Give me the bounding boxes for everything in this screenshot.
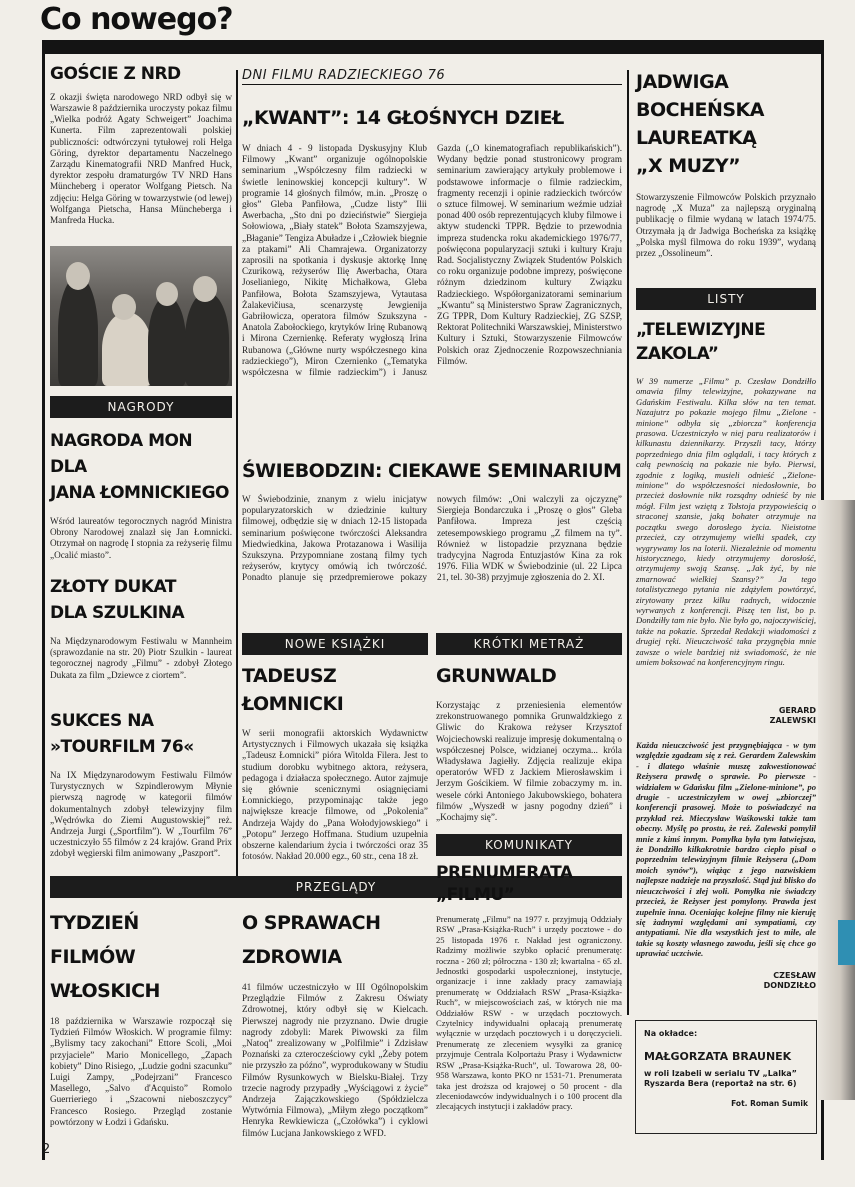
nagroda-mon-headline-2: DLA xyxy=(50,457,87,477)
tydzien-body: 18 października w Warszawie rozpoczął się Tydzień Filmów Włoskich. W programie filmy: „Bylismy tacy zakochani” Ettore Scoli, „Moi przyjaciele” Mario Monicellego, „Zapach kobiety” Dino Risiego, „Ludzie godni szacunku” Luigi Zampy, „Podejrzani” Francesco Masellego, „Salvo d'Acquisto” Romolo Guerrieriego i „Szacowni nieboszczycy” Francesco Rosiego. Przegląd zostanie powtórzony w Łodzi i Gdańsku. xyxy=(50,1016,232,1127)
divider-left xyxy=(236,70,238,878)
nowe-ksiazki-bar: NOWE KSIĄŻKI xyxy=(242,633,428,655)
tydzien-headline-3: WŁOSKICH xyxy=(50,980,160,1002)
listy-bar: LISTY xyxy=(636,288,816,310)
kwant-headline: „KWANT”: 14 GŁOŚNYCH DZIEŁ xyxy=(242,107,564,129)
swiebodzin-section xyxy=(242,462,622,619)
sukces-body: Na IX Międzynarodowym Festiwalu Filmów Turystycznych w Szpindlerowym Młynie pierwszą nagrodę w kategorii filmów dokumentalnych zdobył telewizyjny film „Wędrówka do Ziemi Augustowskiej” reż. Andrzeja Jurgi („Sportfilm”). W „Tourfilm 76” uczestniczyło 55 filmów z 24 krajów. Grand Prix zdobył węgierski film animowany „Paszport”. xyxy=(50,770,232,859)
masthead: Co nowego? xyxy=(40,2,233,37)
zalewski-signature-1: GERARD xyxy=(778,706,816,715)
tydzien-section xyxy=(50,906,232,1128)
lomnicki-headline-1: TADEUSZ xyxy=(242,665,337,687)
dondzillo-reply: Każda nieuczciwość jest przygnębiająca - w tym względzie zgadzam się z reż. Gerardem Zalewskim - i dlatego właśnie muszę zakwestionować Reżysera prawdę o sprawie. Po pierwsze - widziałem w Gdańsku film „Zielone-minione”, po drugie - uczestniczyłem w owej „zbiorczej” konferencji prasowej. Może to poświadczyć na przykład reż. Mieczysław Waśkowski także tam obecny. Myślę po prostu, że reż. Zalewski pomylił mnie z kimś innym. Pomyłka była tym łatwiejsza, że Dondziłło kilkakrotnie bardzo ciepło pisał o poprzednim telewizyjnym filmie Reżysera („Dom moich synów”), wiążąc z jego nazwiskiem najlepsze nadzieje na przyszłość. Stąd już blisko do nieuczciwości i złej woli. Pomyłka nie świadczy przecież, że Reżyser jest pomylony. Prawda jest zupełnie inna. Oceniając kolejne filmy nie kieruję się żadnymi względami ani sympatiami, czy antypatiami. Nie dla wszystkich jest to miłe, ale takie są koszty własnego zawodu, jeśli się chce go uprawiać uczciwie. xyxy=(636,740,816,959)
telewizyjne-body: W 39 numerze „Filmu” p. Czesław Dondziłło omawia filmy telewizyjne, pokazywane na Gdańskim Festiwalu. Kilka słów na ten temat. Nazajutrz po pokazie mojego filmu „Zielone - minione” odbyła się „zbiorcza” konferencja prasowa. Uczestniczyło w niej paru realizatorów i kilkunastu dziennikarzy. Przyszli tacy, którzy poprzedniego dnia film oglądali, i tacy których z całą pewnością na pokazie nie było. Pierwsi, zgodnie z logiką, musieli odnieść „Zielone-minione” do współczesności niedosłownie, bo przecież dosłownie nikt rozsądny odnieść by nie mógł. Film jest wziętą z Tołstoja przypowieścią o straconej szansie, jaką bohater otrzymuje na początku swego dorosłego życia. Nieistotne przecież, czy otrzymujemy wielki spadek, czy wygrywamy los na loterii. Niezależnie od momentu historycznego, kiedy otrzymujemy dorosłość, otrzymujemy swoją Szansę. „Jak żyć, by nie zmarnować wielkiej Szansy?” Ja tego totalistycznego pytania nie zdążyłem powtórzyć, zirytowany przez kilku radnych, widocznie wyrwanych z konferencji. Piszę ten list, bo p. Dondziłły tam nie było. Nie było go, najoczywiściej, także na pokazie. Sprzedał Redakcji wiadomości z drugiej ręki. Nieuczciwość taka przygnębia mnie zawsze o wiele bardziej niż swiadomość, że nie umiem boksować na konferencyjnym ringu. xyxy=(636,376,816,667)
goscie-headline: GOŚCIE Z NRD xyxy=(50,64,181,84)
o-sprawach-body: 41 filmów uczestniczyło w III Ogólnopolskim Przeglądzie Filmów z Zakresu Oświaty Zdrowotnej, który odbył się w Kielcach. Pierwszej nagrody nie przyznano. Dwie drugie nagrody zdobyli: Marek Piwowski za film „Natoq” zrealizowany w „Polfilmie” i Zdzisław Poznański za czterocześciowy cykl „Żeby potem nie przyszło za późno”, wyprodukowany w Studiu Filmów Rysunkowych w Bielsku-Białej. Trzy trzecie nagrody przypadły „Wyściągowi z życie” Andrzeja Zajączkowskiego (Spółdzielcza Wytwórnia Filmowa), „Miłym złego początkom” Henryka Rewkiewicza („Czołówka”) i cyklowi filmów Lucjana Jankowskiego z WFD. xyxy=(242,982,428,1138)
zalewski-signature-2: ZALEWSKI xyxy=(769,716,816,725)
swiebodzin-body: W Świebodzinie, znanym z wielu inicjatyw popularyzatorskich w dziedzinie kultury filmowej, odbędzie się w dniach 12-15 listopada seminarium poświęcone twórczości Aleksandra Miedwiedkina, Jakowa Protazanowa i Wasilija Szukszyna. Przypomniane zostaną filmy tych reżyserów, krytycy omówią ich twórczość. Ponadto planuje się przedpremierowe pokazy nowych filmów: „Oni walczyli za ojczyznę” Siergieja Bondarczuka i „Proszę o głos” Gleba Panfiłowa. Impreza jest częścią zetesempowskiego programu „Z filmem na ty”. Również w listopadzie przyznana będzie tradycyjna Nagroda Entuzjastów Kina za rok 1976. Filia WDK w Świebodzinie (ul. 22 Lipca 21, tel. 30-38) przyjmuje zgłoszenia do 2. XI. xyxy=(242,493,622,583)
prenumerata-headline-2: „FILMU” xyxy=(436,885,515,905)
left-frame-rule xyxy=(42,54,45,1160)
cover-note-role: w roli Izabeli w serialu TV „Lalka” Ryszarda Bera (reportaż na str. 6) xyxy=(644,1069,797,1088)
grunwald-headline: GRUNWALD xyxy=(436,665,557,687)
cover-note-label: Na okładce: xyxy=(644,1029,698,1038)
przeglady-bar: PRZEGLĄDY xyxy=(50,876,622,898)
torn-page-edge xyxy=(818,500,855,1100)
jadwiga-headline-4: „X MUZY” xyxy=(636,155,741,177)
lomnicki-headline-2: ŁOMNICKI xyxy=(242,693,344,715)
jadwiga-section xyxy=(636,68,816,259)
krotki-metraz-section xyxy=(436,662,622,823)
tydzien-headline-1: TYDZIEŃ xyxy=(50,912,139,934)
nagroda-mon-body: Wśród laureatów tegorocznych nagród Ministra Obrony Narodowej znalazł się Jan Łomnicki. Otrzymał on nagrodę I stopnia za reżyserię filmu „Ocalić miasto”. xyxy=(50,516,232,560)
tydzien-headline-2: FILMÓW xyxy=(50,946,136,968)
sukces-headline-2: »TOURFILM 76« xyxy=(50,737,194,757)
nagrody-bar: NAGRODY xyxy=(50,396,232,418)
telewizyjne-headline-1: „TELEWIZYJNE xyxy=(636,320,766,340)
telewizyjne-headline-2: ZAKOLA” xyxy=(636,344,719,364)
left-column xyxy=(50,66,232,226)
jadwiga-headline-1: JADWIGA xyxy=(636,71,729,93)
kwant-body: W dniach 4 - 9 listopada Dyskusyjny Klub Filmowy „Kwant” organizuje ogólnopolskie seminarium „Współczesny film radziecki w świetle leninowskiej koncepcji kultury”. W programie 14 głośnych filmów, m.in. „Proszę o głos” Gleba Panfiłowa, „Cudze listy” Ilii Awerbacha, „Sto dni po dzieciństwie” Siergieja Sołowiowa, „Biały statek” Bołota Szamszyjewa, „Błaganie” Tengiza Abuładze i „Człowiek biegnie za ptakami” Ali Chamrajewa. Organizatorzy zaprosili na spotkania i dyskusje aktorkę Innę Czurikową, reżyserów Ilię Awerbacha, Otara Joselianiego, Nikitę Michałkowa, Gleba Panfiłowa, Bołota Szamszyjewa, Vytautasa Żalakevičiusa, scenarzystę Jewgienija Gabriłowicza, operatora filmów Szukszyna - Anatola Zabołockiego, krytyków Irinę Rubanową i Mirona Czernienkę. Referaty wygłoszą Irina Rubanowa („Główne nurty współczesnego kina radzieckiego”), Miron Czernienko („Tematyka współczesna w filmie radzieckim”) i Janusz Gazda („O kinematografiach republikańskich”). Wydany będzie ponad stustronicowy program seminarium zawierający artykuły problemowe i podstawowe informacje o filmie radzieckim, fragmenty recenzji i opinie radzieckich twórców o sztuce filmowej. W seminarium weźmie udział ponad 400 osób reprezentujących kluby filmowe i aktyw studencki TPPR. Będzie to przewodnia impreza studencka roku akademickiego 1976/77, poświęcona popularyzacji sztuki i kultury Kraju Rad. Socjalistyczny Związek Studentów Polskich co roku organizuje podobne imprezy, poświęcone różnym dziedzinom kultury Związku Radzieckiego. Współorganizatorami seminarium „Kwantu” są Ministerstwo Spraw Zagranicznych, ZG TPPR, Dom Kultury Radzieckiej, ZG SZSP, Rektorat Politechniki Warszawskiej, Ministerstwo Kultury i Sztuki, Stowarzyszenie Filmowców Polskich oraz Zjednoczenie Rozpowszechniania Filmów. xyxy=(242,142,622,377)
grunwald-body: Korzystając z przeniesienia elementów zrekonstruowanego pomnika Grunwaldzkiego z Gliwic do Krakowa reżyser Krzysztof Wojciechowski realizuje impresję dokumentalną o współczesnej Polsce, widzianej oczyma... króla Władysława Jagiełły. Zdjęcia realizuje ekipa operatorów WFD z Jackiem Mierosławskim i Jerzym Gościkiem. W filmie zobaczymy m. in. wesele córki Antoniego Jakubowskiego, bohatera filmów „Wyszedł w jasny pogodny dzień” i „Kochajmy się”. xyxy=(436,700,622,823)
sukces-section xyxy=(50,708,232,860)
cover-note-name: MAŁGORZATA BRAUNEK xyxy=(644,1050,792,1063)
sukces-headline-1: SUKCES NA xyxy=(50,711,154,731)
nagroda-mon-headline-1: NAGRODA MON xyxy=(50,431,193,451)
photo-nrd-guests xyxy=(50,246,232,386)
prenumerata-headline-1: PRENUMERATA xyxy=(436,863,573,883)
nagroda-mon-section xyxy=(50,428,232,561)
krotki-metraz-bar: KRÓTKI METRAŻ xyxy=(436,633,622,655)
swiebodzin-headline: ŚWIEBODZIN: CIEKAWE SEMINARIUM xyxy=(242,460,622,482)
komunikaty-bar: KOMUNIKATY xyxy=(436,834,622,856)
dni-filmu-label: DNI FILMU RADZIECKIEGO 76 xyxy=(242,68,446,83)
nagroda-mon-headline-3: JANA ŁOMNICKIEGO xyxy=(50,483,230,503)
o-sprawach-headline-1: O SPRAWACH xyxy=(242,912,381,934)
jadwiga-body: Stowarzyszenie Filmowców Polskich przyznało nagrodę „X Muza” za najlepszą oryginalną publikację o filmie wydaną w latach 1974/75. Otrzymała ją dr Jadwiga Bocheńska za książkę „Polska myśl filmowa do roku 1939”, wydaną przez „Ossolineum”. xyxy=(636,192,816,259)
torn-edge-blue-fragment xyxy=(838,920,855,965)
o-sprawach-headline-2: ZDROWIA xyxy=(242,946,342,968)
dondzillo-signature-2: DONDZIŁŁO xyxy=(763,981,816,990)
lomnicki-body: W serii monografii aktorskich Wydawnictw Artystycznych i Filmowych ukazała się książka „Tadeusz Łomnicki” pióra Witolda Filera. Jest to studium dorobku wybitnego aktora, reżysera, pedagoga i działacza społecznego. Autor zajmuje się głównie scenicznymi osiągnięciami Łomnickiego, przypominając także jego największe kreacje filmowe, od „Pokolenia” Andrzeja Wajdy do „Pana Wołodyjowskiego” i „Potopu” Jerzego Hoffmana. Studium uzupełnia obszerne kalendarium życia i twórczości oraz 35 fotosów. Nakład 20.000 egz., 60 str., cena 18 zł. xyxy=(242,728,428,862)
cover-note-box xyxy=(635,1020,817,1134)
cover-note-credit: Fot. Roman Sumik xyxy=(731,1099,808,1108)
divider-right xyxy=(627,70,629,1015)
jadwiga-headline-3: LAUREATKĄ xyxy=(636,127,757,149)
goscie-body: Z okazji święta narodowego NRD odbył się w Warszawie 8 października uroczysty pokaz filmu „Wielka podróż Agaty Schweigert” Joachima Kunerta. Film zaprezentowali polskiej publiczności: odtwórczyni tytułowej roli Helga Göring, dyrektor departamentu Naczelnego Zarządu Kinematografii NRD Manfred Huck, dyrektor zespołu dramaturgów TV NRD Hans Müncheberg i operator Wolfgang Pietsch. Na zdjęciu: Helga Göring w towarzystwie (od lewej) Wolfganga Pietscha, Hansa Müncheberga i Manfreda Hucka. xyxy=(50,91,232,226)
telewizyjne-section xyxy=(636,318,816,991)
jadwiga-headline-2: BOCHEŃSKA xyxy=(636,99,764,121)
komunikaty-section xyxy=(436,862,622,1146)
nowe-ksiazki-section xyxy=(242,662,428,870)
dondzillo-signature-1: CZESŁAW xyxy=(773,971,816,980)
page-number: 2 xyxy=(42,1142,51,1157)
prenumerata-body: Prenumeratę „Filmu” na 1977 r. przyjmują Oddziały RSW „Prasa-Książka-Ruch” i urzędy pocztowe - do 25 listopada 1976 r. Nakład jest ograniczony. Radzimy możliwie szybko opłacić prenumeratę: roczna - 260 zł; półroczna - 130 zł; kwartalna - 65 zł. Jednostki gospodarki uspołecznionej, instytucje, organizacje i inne zakłady pracy zamawiają prenumeratę w Oddziałach RSW „Prasa-Książka-Ruch”, w miejscowościach zaś, w których nie ma Oddziałów RSW - w urzędach pocztowych. Czytelnicy indywidualni opłacają prenumeratę wyłącznie w urzędach pocztowych i u doręczycieli. Prenumeratę ze zleceniem wysyłki za granicę przyjmuje Centrala Kolportażu Prasy i Wydawnictw RSW „Prasa-Książka-Ruch”, ul. Towarowa 28, 00-958 Warszawa, konto PKO nr 1531-71. Prenumerata taka jest droższa od krajowej o 50 procent - dla zleceniodawców indywidualnych i o 100 procent dla zlecających instytucji i zakładów pracy. xyxy=(436,914,622,1112)
zloty-dukat-headline-1: ZŁOTY DUKAT xyxy=(50,577,176,597)
zloty-dukat-section xyxy=(50,574,232,681)
zloty-dukat-body: Na Międzynarodowym Festiwalu w Mannheim (sprawozdanie na str. 20) Piotr Szulkin - laureat tegorocznej nagrody „Filmu” - zdobył Złotego Dukata za film „Dziewce z ciortem”. xyxy=(50,636,232,680)
zloty-dukat-headline-2: DLA SZULKINA xyxy=(50,603,185,623)
o-sprawach-section xyxy=(242,906,428,1167)
dni-filmu-section xyxy=(242,68,622,426)
top-rule xyxy=(42,40,824,54)
